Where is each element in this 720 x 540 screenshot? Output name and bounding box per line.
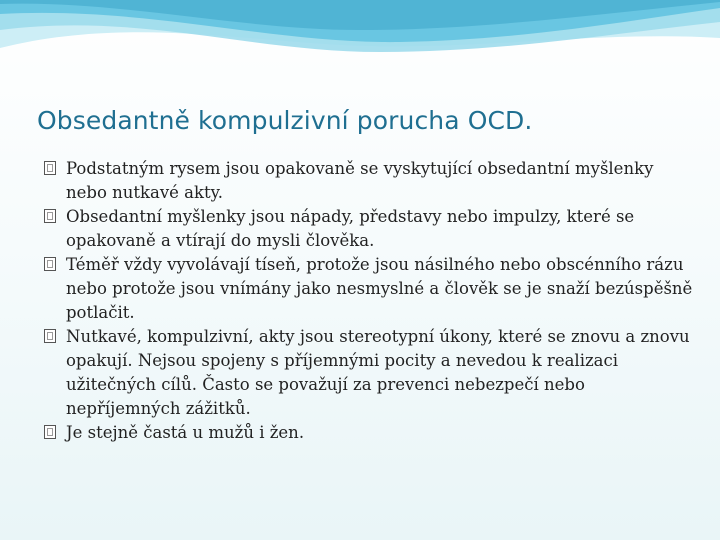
bullet-text: Obsedantní myšlenky jsou nápady, představy nebo impulzy, které se opakovaně a vtírají do mysli člověka.: [66, 207, 635, 250]
header-wave-decoration: [0, 0, 720, 110]
missing-glyph-box-icon: [44, 329, 56, 343]
bullet-item: [44, 325, 694, 421]
missing-glyph-box-icon: [44, 425, 56, 439]
bullet-item: [44, 157, 694, 205]
slide-title: Obsedantně kompulzivní porucha OCD.: [37, 106, 533, 135]
bullet-list: [44, 157, 694, 445]
bullet-text: Je stejně častá u mužů i žen.: [66, 423, 305, 442]
missing-glyph-box-icon: [44, 209, 56, 223]
bullet-item: [44, 253, 694, 325]
bullet-item: [44, 205, 694, 253]
bullet-item: [44, 421, 694, 445]
bullet-text: Téměř vždy vyvolávají tíseň, protože jsou násilného nebo obscénního rázu nebo protože jsou vnímány jako nesmyslné a člověk se je snaží bezúspěšně potlačit.: [66, 255, 693, 322]
bullet-text: Nutkavé, kompulzivní, akty jsou stereotypní úkony, které se znovu a znovu opakují. Nejsou spojeny s příjemnými pocity a nevedou k realizaci užitečných cílů. Často se považují za prevenci nebezpečí nebo nepříjemných zážitků.: [66, 327, 690, 418]
bullet-text: Podstatným rysem jsou opakovaně se vyskytující obsedantní myšlenky nebo nutkavé akty.: [66, 159, 654, 202]
missing-glyph-box-icon: [44, 257, 56, 271]
missing-glyph-box-icon: [44, 161, 56, 175]
